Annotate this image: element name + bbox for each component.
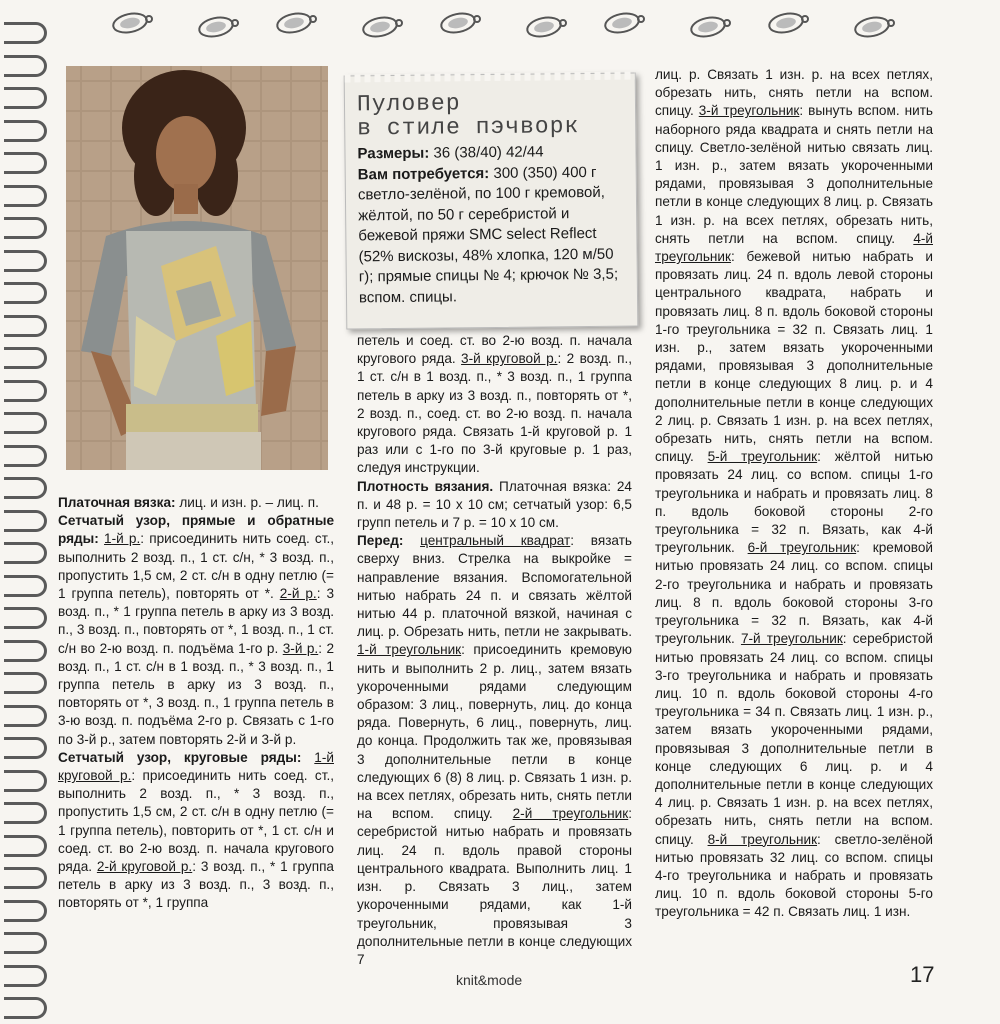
section-label: 4-й треугольник [655, 230, 933, 265]
spiral-coil [4, 282, 47, 304]
spiral-coil [4, 770, 47, 792]
spiral-coil [4, 835, 47, 857]
spiral-coil [4, 900, 47, 922]
sizes-label: Размеры: [357, 144, 430, 163]
footprint-decoration [110, 10, 980, 50]
footprint-icon [110, 10, 156, 36]
spiral-coil [4, 55, 47, 77]
footprint-icon [360, 14, 406, 40]
paragraph [58, 749, 334, 913]
footprint-icon [196, 14, 242, 40]
spiral-coil [4, 445, 47, 467]
heading-mesh-round: Сетчатый узор, круговые ряды: [58, 749, 302, 765]
title-line-2: в стиле пэчворк [357, 113, 580, 142]
materials-value: 300 (350) 400 г светло-зелёной, по 100 г кремовой, жёлтой, по 50 г серебристой и бежевой пряжи SMC select Reflect (52% вискозы, 48% хлопка, 120 м/50 г); прямые спицы № 4; крючок № 3,5; вспом. спицы. [357, 163, 619, 306]
spiral-coil [4, 22, 47, 44]
spiral-coil [4, 412, 47, 434]
spiral-coil [4, 120, 47, 142]
heading-mesh-flat: Сетчатый узор, прямые и обратные ряды: [58, 513, 334, 547]
spiral-coil [4, 380, 47, 402]
model-photo [66, 66, 328, 470]
spiral-coil [4, 672, 47, 694]
spiral-coil [4, 607, 47, 629]
spiral-coil [4, 217, 47, 239]
section-label: 6-й треугольник [747, 540, 857, 556]
paragraph [58, 512, 334, 749]
spiral-coil [4, 185, 47, 207]
row-label: 2-й р. [279, 586, 317, 602]
paragraph [655, 66, 933, 922]
text: : светло-зелёной нитью провязать 32 лиц. со вспом. спицы 4-го треугольника и набрать и провязать лиц. 10 п. вдоль боковой стороны 5-го треугольника = 42 п. Связать лиц. 1 изн. [655, 831, 934, 920]
section-label: 2-й треугольник [512, 806, 629, 822]
model-illustration [66, 66, 328, 470]
spiral-coil [4, 997, 47, 1019]
section-label: 8-й треугольник [707, 831, 818, 847]
sizes-line [357, 142, 627, 165]
section-label: 3-й треугольник [698, 103, 800, 119]
spiral-coil [4, 347, 47, 369]
heading-tile-knit: Платочная вязка: [58, 495, 176, 510]
text: : 2 возд. п., 1 ст. с/н в 1 возд. п., * 3 возд. п., 1 группа петель в арку из 3 возд. п., повторять от *, 3 возд. п., 1 группа петель в 3-ю возд. п. подъёма 2-го р. Связать с 1-го по 3-й р., затем повторять 2-й и 3-й р. [58, 640, 335, 747]
spiral-coil [4, 477, 47, 499]
paragraph [357, 332, 632, 478]
text: : присоединить нить соед. ст., выполнить 2 возд. п., * 3 возд. п., пропустить 1,5 см, 2 ст. с/н в одну петлю (= 1 группа петель), повторить от *, 1 ст. с/н и соед. ст. во 2-ю возд. п. начала кругового ряда. [58, 768, 334, 875]
text: : присоединить кремовую нить и выполнить 2 р. лиц., затем вязать укороченными рядами следующим образом: 3 лиц., повернуть, лиц. до конца ряда. Повернуть, 6 лиц., повернуть, лиц. до конца. Продолжить так же, провязывая 3 дополнительные петли в конце следующих 6 (8) 8 лиц. р. Связать 1 изн. р. на всех петлях, обрезать нить, снять петли на вспом. спицу. [357, 642, 632, 822]
spiral-coil [4, 542, 47, 564]
text-column-3 [655, 66, 933, 922]
text-column-1 [58, 494, 334, 913]
paragraph [357, 478, 632, 533]
heading-front: Перед: [357, 533, 404, 549]
heading-gauge: Плотность вязания. [357, 478, 494, 494]
row-label: 3-й р. [282, 640, 319, 656]
spiral-coil [4, 510, 47, 532]
paragraph [357, 532, 632, 969]
title-line-1: Пуловер [356, 90, 461, 118]
spiral-coil [4, 867, 47, 889]
row-label: 3-й круговой р. [461, 351, 558, 367]
spiral-coil [4, 87, 47, 109]
spiral-coil [4, 640, 47, 662]
section-label: 1-й треугольник [357, 642, 462, 658]
text: : вязать сверху вниз. Стрелка на выкройке = направление вязания. Вспомогательной нитью набрать 24 п. и связать жёлтой нитью 44 р. платочной вязкой, начиная с лиц. р. Обрезать нить, петли не закрывать. [357, 533, 632, 640]
spiral-coil [4, 315, 47, 337]
text: петель и соед. ст. во 2-ю возд. п. начала кругового ряда. [357, 333, 632, 367]
text: лиц. и изн. р. – лиц. п. [175, 495, 319, 510]
page-number: 17 [910, 962, 935, 987]
text: : 3 возд. п., * 1 группа петель в арку из 3 возд. п., 3 возд. п., повторять от *, 1 возд. п., 1 ст. с/н во 2-ю возд. п. подъёма 1-го р. [58, 586, 334, 656]
text: : 3 возд. п., * 1 группа петель в арку из 3 возд. п., 3 возд. п., повторять от *, 1 группа [58, 859, 334, 911]
materials-text [358, 162, 629, 308]
paragraph [58, 494, 334, 512]
spiral-coil [4, 737, 47, 759]
row-label: 1-й р. [104, 531, 141, 547]
section-label: 7-й треугольник [740, 631, 843, 647]
magazine-brand: knit&mode [456, 972, 523, 988]
spiral-coil [4, 250, 47, 272]
spiral-coil [4, 575, 47, 597]
spiral-coil [4, 152, 47, 174]
section-label: центральный квадрат [420, 533, 571, 549]
text: : вынуть вспом. нить наборного ряда квадрата и снять петли на спицу. Светло-зелёной нитью связать лиц. 1 изн. р., затем вязать укороченными рядами, провязывая 3 дополнительные петли в конце следующих 8 лиц. р. Связать 1 изн. р. на всех петлях, обрезать нить, снять петли на вспом. спицу. [655, 103, 934, 246]
footprint-icon [688, 14, 734, 40]
row-label: 1-й круговой р. [58, 749, 334, 784]
spiral-binding [0, 0, 60, 1024]
spiral-coil [4, 802, 47, 824]
materials-label: Вам потребуется: [357, 164, 490, 183]
row-label: 2-й круговой р. [96, 859, 193, 875]
spiral-coil [4, 965, 47, 987]
footprint-icon [766, 10, 812, 36]
footprint-icon [274, 10, 320, 36]
text: Платочная вязка: 24 п. и 48 р. = 10 x 10 см; сетчатый узор: 6,5 групп петель и 7 р. = 10 x 10 см. [357, 478, 632, 531]
text: : кремовой нитью провязать 24 лиц. со вспом. спицы 2-го треугольника и набрать и провязать лиц. 8 п. вдоль боковой стороны 3-го треугольника = 32 п. Вязать, как 4-й треугольник. [655, 540, 933, 647]
text: : серебристой нитью провязать 24 лиц. со вспом. спицы 3-го треугольника и набрать и провязать лиц. 10 п. вдоль боковой стороны 4-го треугольника = 34 п. Связать лиц. 1 изн. р., затем вязать укороченными рядами, провязывая 3 дополнительные петли в конце следующих 6 лиц. р. и 4 дополнительные петли в конце следующих 4 лиц. р. Связать 1 изн. р. на всех петлях, обрезать нить, снять петли на вспом. спицу. [655, 631, 934, 847]
page-title [357, 89, 635, 140]
footprint-icon [602, 10, 648, 36]
text: : бежевой нитью набрать и провязать лиц. 24 п. вдоль левой стороны центрального квадрата, набрать и провязать лиц. 8 п. вдоль боковой стороны 1-го треугольника = 32 п. Связать лиц. 1 изн. р., затем вязать укороченными рядами, провязывая 3 дополнительные петли в конце следующих 8 лиц. р. и 4 дополнительные петли в конце следующих 2 лиц. р. Связать 1 изн. р. на всех петлях, обрезать нить, снять петли на вспом. спицу. [655, 249, 933, 465]
footprint-icon [852, 14, 898, 40]
footprint-icon [438, 10, 484, 36]
spiral-coil [4, 705, 47, 727]
pattern-info-box [344, 72, 639, 329]
text: : серебристой нитью набрать и провязать лиц. 24 п. вдоль правой стороны центрального квадрата. Выполнить лиц. 1 изн. р. Связать 3 лиц., затем укороченными рядами, как 1-й треугольник, провязывая 3 дополнительные петли в конце следующих 7 [357, 806, 633, 967]
spiral-coil [4, 932, 47, 954]
text: : 2 возд. п., 1 ст. с/н в 1 возд. п., * 3 возд. п., 1 группа петель в арку из 3 возд. п., повторять от *, 2 возд. п., соед. ст. во 2-ю возд. п. начала кругового ряда. Связать 1-й круговой р. 1 раз или с 1-го по 3-й круговые р. 1 раз, следуя инструкции. [357, 351, 633, 476]
text: : жёлтой нитью провязать 24 лиц. со вспом. спицы 1-го треугольника и набрать и провязать лиц. 8 п. вдоль боковой стороны 2-го треугольника = 32 п. Вязать, как 4-й треугольник. [655, 449, 934, 556]
text: лиц. р. Связать 1 изн. р. на всех петлях, обрезать нить, снять петли на вспом. спицу. [655, 67, 933, 119]
sizes-value: 36 (38/40) 42/44 [429, 143, 544, 162]
text: : присоединить нить соед. ст., выполнить 2 возд. п., 1 ст. с/н, * 3 возд. п., пропустить 1,5 см, 2 ст. с/н в одну петлю (= 1 группа петель), повторять от *. [58, 531, 334, 602]
perforated-edge [345, 71, 635, 82]
text-column-2 [357, 332, 632, 969]
section-label: 5-й треугольник [707, 449, 818, 465]
footprint-icon [524, 14, 570, 40]
